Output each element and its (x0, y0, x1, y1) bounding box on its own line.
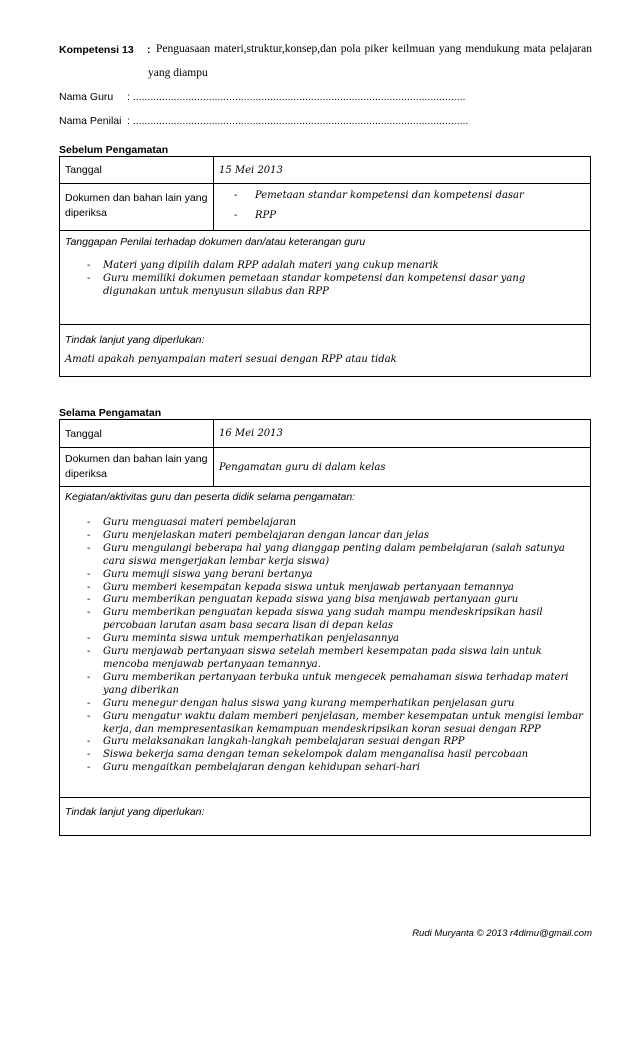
kompetensi-row (59, 44, 151, 56)
kegiatan-item: - Guru memberikan pertanyaan terbuka untuk mengecek pemahaman siswa terhadap materi yang diberikan (65, 672, 583, 698)
kompetensi-text: Penguasaan materi,struktur,konsep,dan pola piker keilmuan yang mendukung mata pelajaran (156, 43, 592, 55)
tanggapan-item: - Materi yang dipilih dalam RPP adalah materi yang cukup menarik (65, 260, 585, 273)
nama-guru-label: Nama Guru (59, 91, 114, 103)
footer-credit: Rudi Muryanta © 2013 r4dimu@gmail.com (412, 928, 592, 939)
tindak-lanjut-cell (60, 798, 591, 836)
dokumen-item: - RPP (219, 206, 585, 226)
kegiatan-item: - Guru menjelaskan materi pembelajaran dengan lancar dan jelas (65, 530, 583, 543)
tindak-lanjut-label: Tindak lanjut yang diperlukan: (65, 334, 205, 346)
kegiatan-item: - Guru memberi kesempatan kepada siswa untuk menjawab pertanyaan temannya (65, 582, 583, 595)
tanggapan-label: Tanggapan Penilai terhadap dokumen dan/atau keterangan guru (65, 236, 366, 248)
tanggal-value: 15 Mei 2013 (214, 157, 591, 184)
nama-guru-field: : .................................................................................................................. (127, 91, 466, 103)
kegiatan-item: - Guru menguasai materi pembelajaran (65, 517, 583, 530)
kompetensi-text-cont: yang diampu (148, 67, 208, 79)
tindak-lanjut-value: Amati apakah penyampaian materi sesuai dengan RPP atau tidak (65, 354, 397, 365)
kegiatan-item: - Guru mengaitkan pembelajaran dengan kehidupan sehari-hari (65, 762, 583, 775)
section-title-sebelum: Sebelum Pengamatan (59, 144, 169, 156)
kegiatan-item: - Guru meminta siswa untuk memperhatikan penjelasannya (65, 633, 583, 646)
nama-penilai-label: Nama Penilai (59, 115, 122, 127)
tindak-lanjut-cell (60, 325, 591, 377)
kompetensi-separator: : (147, 44, 151, 56)
kegiatan-item: - Guru menjawab pertanyaan siswa setelah memberi kesempatan pada siswa lain untuk mencoba menjawab pertanyaan temannya. (65, 646, 583, 672)
kegiatan-item: - Guru menegur dengan halus siswa yang kurang memperhatikan penjelasan guru (65, 698, 583, 711)
sebelum-table (59, 156, 591, 377)
kegiatan-item: - Guru memberikan penguatan kepada siswa yang bisa menjawab pertanyaan guru (65, 594, 583, 607)
kompetensi-label: Kompetensi 13 (59, 44, 134, 56)
section-title-selama: Selama Pengamatan (59, 407, 162, 419)
dokumen-item: - Pemetaan standar kompetensi dan kompetensi dasar (219, 186, 585, 206)
tanggal-label: Tanggal (60, 420, 214, 448)
tanggapan-cell (60, 231, 591, 325)
kegiatan-label: Kegiatan/aktivitas guru dan peserta didik selama pengamatan: (65, 491, 356, 503)
dokumen-label: Dokumen dan bahan lain yang diperiksa (60, 448, 214, 487)
dokumen-label: Dokumen dan bahan lain yang diperiksa (60, 184, 214, 231)
kegiatan-cell (60, 487, 591, 798)
nama-guru-row (59, 91, 466, 103)
kegiatan-item: - Guru melaksanakan langkah-langkah pembelajaran sesuai dengan RPP (65, 736, 583, 749)
selama-table (59, 419, 591, 836)
kegiatan-item: - Siswa bekerja sama dengan teman sekelompok dalam menganalisa hasil percobaan (65, 749, 583, 762)
tanggal-label: Tanggal (60, 157, 214, 184)
kegiatan-item: - Guru mengulangi beberapa hal yang dianggap penting dalam pembelajaran (salah satunya cara siswa mengerjakan lembar kerja siswa) (65, 543, 583, 569)
dokumen-value: Pengamatan guru di dalam kelas (214, 448, 591, 487)
kegiatan-item: - Guru mengatur waktu dalam memberi penjelasan, member kesempatan untuk mengisi lembar kerja, dan mempresentasikan kemampuan mendeskripsikan koran sesuai dengan RPP (65, 711, 583, 737)
dokumen-cell (214, 184, 591, 231)
nama-penilai-row (59, 115, 469, 127)
kegiatan-item: - Guru memberikan penguatan kepada siswa yang sudah mampu mendeskripsikan hasil percobaan larutan asam basa secara lisan di depan kelas (65, 607, 583, 633)
kegiatan-item: - Guru memuji siswa yang berani bertanya (65, 569, 583, 582)
tindak-lanjut-label: Tindak lanjut yang diperlukan: (65, 806, 205, 818)
nama-penilai-field: : ................................................................................................................... (127, 115, 469, 127)
tanggal-value: 16 Mei 2013 (214, 420, 591, 448)
tanggapan-item: - Guru memiliki dokumen pemetaan standar kompetensi dan kompetensi dasar yang digunakan untuk menyusun silabus dan RPP (65, 273, 585, 299)
